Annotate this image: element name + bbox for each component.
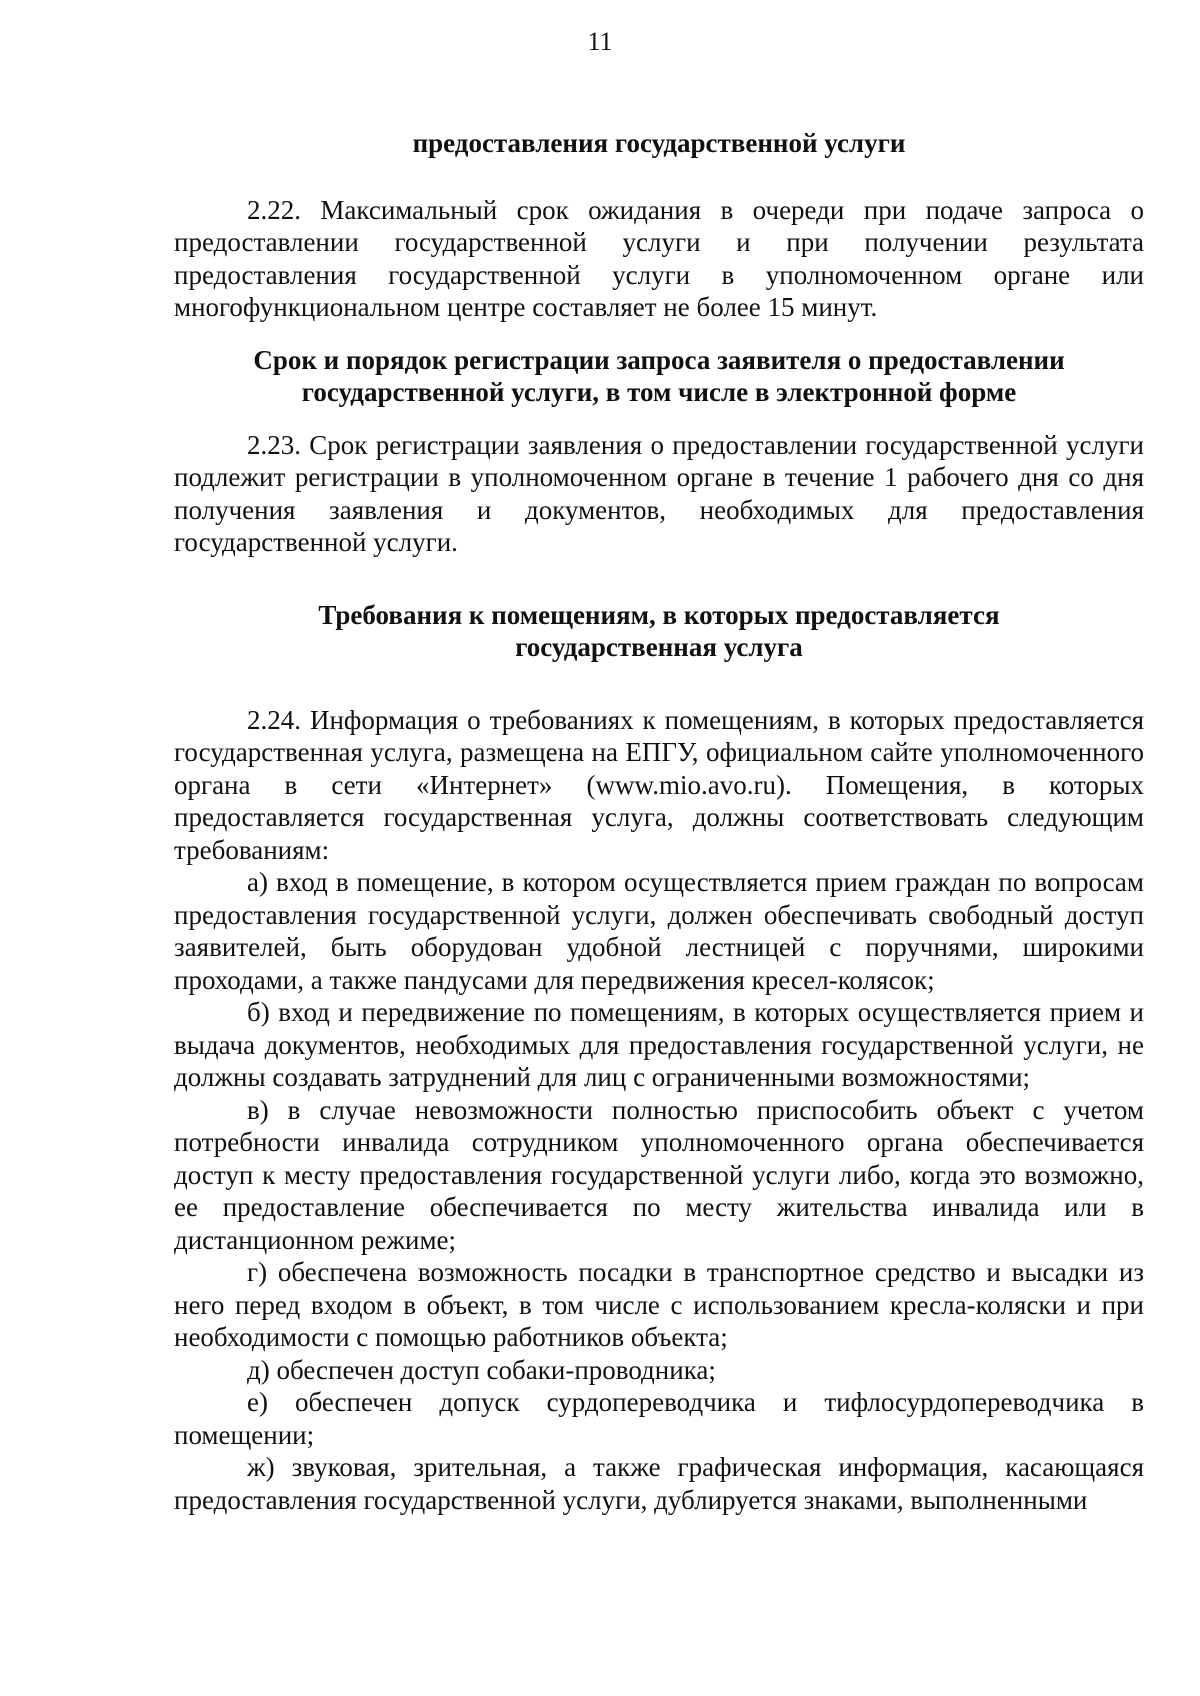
heading-premises-line-1: Требования к помещениям, в которых предоставляется (318, 599, 1000, 630)
list-item-zh: ж) звуковая, зрительная, а также графическая информация, касающаяся предоставления государственной услуги, дублируется знаками, выполненными (174, 1452, 1144, 1515)
section-heading-continued: предоставления государственной услуги (412, 128, 906, 158)
list-item-v: в) в случае невозможности полностью приспособить объект с учетом потребности инвалида сотрудником уполномоченного органа обеспечивается доступ к месту предоставления государственной услуги либо, когда это возможно, ее предоставление обеспечивается по месту жительства инвалида или в дистанционном режиме; (174, 1094, 1144, 1255)
list-item-a: а) вход в помещение, в котором осуществляется прием граждан по вопросам предоставления государственной услуги, должен обеспечивать свободный доступ заявителей, быть оборудован удобной лестницей с поручнями, широкими проходами, а также пандусами для передвижения кресел-колясок; (174, 867, 1144, 995)
heading-registration-line-2: государственной услуги, в том числе в электронной форме (301, 377, 1017, 407)
paragraph-2-24: 2.24. Информация о требованиях к помещениям, в которых предоставляется государственная услуга, размещена на ЕПГУ, официальном сайте уполномоченного органа в сети «Интернет» (www.mio.avo.ru). Помещения, в которых предоставляется государственная услуга, должны соответствовать следующим требованиям: (174, 704, 1144, 865)
list-item-e: е) обеспечен допуск сурдопереводчика и тифлосурдопереводчика в помещении; (174, 1387, 1144, 1450)
list-item-g: г) обеспечена возможность посадки в транспортное средство и высадки из него перед входом в объект, в том числе с использованием кресла-коляски и при необходимости с помощью работников объекта; (174, 1257, 1144, 1352)
paragraph-2-22: 2.22. Максимальный срок ожидания в очереди при подаче запроса о предоставлении государственной услуги и при получении результата предоставления государственной услуги в уполномоченном органе или многофункциональном центре составляет не более 15 минут. (174, 194, 1144, 322)
heading-registration-line-1: Срок и порядок регистрации запроса заявителя о предоставлении (253, 344, 1065, 375)
list-item-d: д) обеспечен доступ собаки-проводника; (247, 1354, 716, 1385)
document-body (174, 127, 1144, 1516)
heading-premises-line-2: государственная услуга (515, 632, 803, 662)
paragraph-2-23: 2.23. Срок регистрации заявления о предоставлении государственной услуги подлежит регистрации в уполномоченном органе в течение 1 рабочего дня со дня получения заявления и документов, необходимых для предоставления государственной услуги. (174, 429, 1144, 557)
page-number: 11 (587, 27, 613, 56)
list-item-b: б) вход и передвижение по помещениям, в которых осуществляется прием и выдача документов, необходимых для предоставления государственной услуги, не должны создавать затруднений для лиц с ограниченными возможностями; (174, 997, 1144, 1092)
